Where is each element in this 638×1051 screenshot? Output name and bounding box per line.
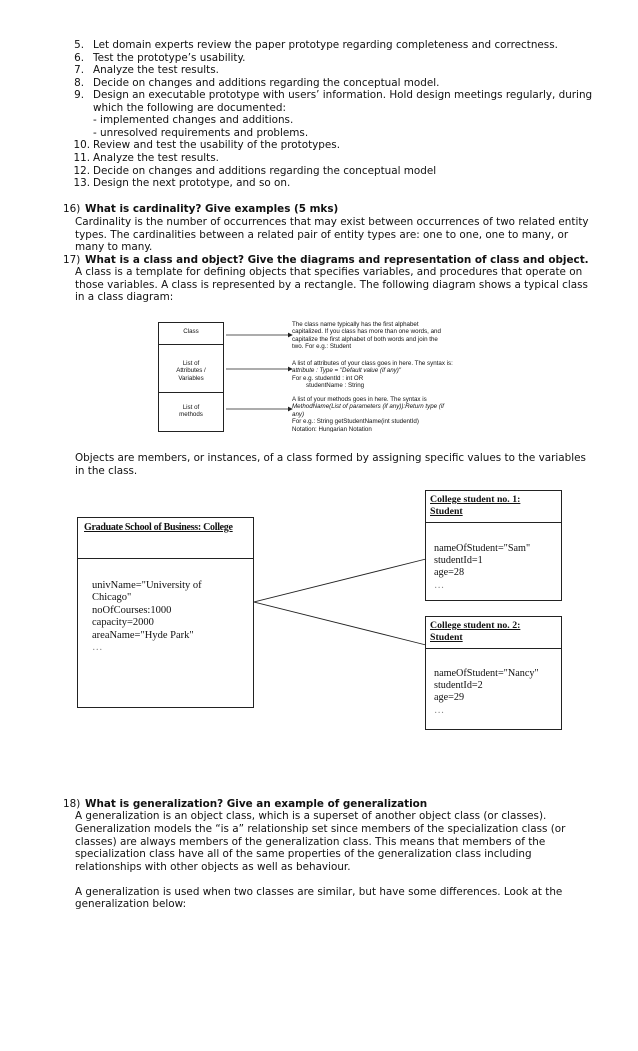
college-attr: areaName="Hyde Park" [92, 629, 194, 641]
answer-line: relationships with other objects as well as behaviour. [75, 861, 351, 873]
answer-line: generalization below: [75, 898, 187, 910]
college-attr: noOfCourses:1000 [92, 604, 172, 616]
student1-attr: age=28 [434, 567, 465, 579]
student1-title [430, 494, 520, 518]
attributes-label-line: Attributes / [176, 367, 206, 375]
objects-line: Objects are members, or instances, of a class formed by assigning specific values to the variables [75, 452, 586, 464]
student2-attr: nameOfStudent="Nancy" [434, 668, 539, 679]
methods-label-line: methods [179, 411, 203, 419]
college-divider [77, 558, 254, 559]
step-text: - unresolved requirements and problems. [93, 127, 309, 139]
step-number: 5. [74, 39, 84, 51]
student1-title-line: College student no. 1: [430, 494, 521, 505]
step-number: 10. [73, 139, 90, 151]
objects-line: in the class. [75, 465, 138, 477]
college-attr: univName="University of [92, 580, 202, 591]
note-line: studentName : String [306, 382, 365, 390]
answer-line: classes) are always members of the generalization class. This means that members of the [75, 836, 546, 848]
answer-line: in a class diagram: [75, 291, 174, 303]
student1-attr: nameOfStudent="Sam" [434, 543, 531, 554]
answer-line: specialization class have all of the same properties of the generalization class including [75, 848, 532, 860]
question-number: 17) [63, 254, 81, 266]
student2-title-line: College student no. 2: [430, 620, 521, 631]
note-class [292, 321, 482, 351]
college-attr-ellipsis: … [92, 642, 103, 654]
step-number: 9. [74, 89, 84, 101]
note-line: capitalized. If you class has more than one words, and [292, 328, 441, 336]
student1-attr: studentId=1 [434, 555, 483, 567]
note-methods [292, 396, 482, 432]
step-text: Review and test the usability of the prototypes. [93, 139, 341, 151]
step-text: Design an executable prototype with users’ information. Hold design meetings regularly, during [93, 89, 593, 101]
methods-label [158, 404, 224, 419]
student1-divider [425, 522, 562, 523]
student2-title [430, 620, 520, 644]
step-text: Decide on changes and additions regarding the conceptual model [93, 165, 437, 177]
note-line: Notation: Hungarian Notation [292, 425, 372, 432]
step-text: Design the next prototype, and so on. [93, 177, 291, 189]
note-line: any) [292, 410, 305, 418]
question-number: 16) [63, 203, 81, 215]
question-heading: What is generalization? Give an example of generalization [85, 798, 428, 810]
link-to-student1 [254, 559, 426, 602]
question-heading: What is a class and object? Give the diagrams and representation of class and object. [85, 254, 589, 266]
student2-title-line: Student [430, 631, 463, 643]
step-number: 6. [74, 52, 84, 64]
college-attr: capacity=2000 [92, 617, 154, 629]
methods-label-line: List of [182, 404, 200, 411]
step-text: Analyze the test results. [93, 64, 219, 76]
note-line: MethodName(List of parameters (if any)):Return type (if [292, 403, 444, 411]
student1-attributes [434, 543, 530, 592]
attributes-label-line: Variables [178, 374, 204, 382]
step-number: 8. [74, 77, 84, 89]
answer-line: A generalization is used when two classes are similar, but have some differences. Look at the [75, 886, 563, 898]
answer-line: those variables. A class is represented by a rectangle. The following diagram shows a typical class [75, 279, 588, 291]
step-text: Analyze the test results. [93, 152, 219, 164]
student1-attr-ellipsis: … [434, 579, 445, 591]
student2-attributes [434, 668, 539, 717]
student2-attr-ellipsis: … [434, 704, 445, 716]
note-line: The class name typically has the first alphabet [292, 321, 419, 328]
note-line: A list of attributes of your class goes in here. The syntax is: [292, 360, 453, 367]
step-text: - implemented changes and additions. [93, 114, 294, 126]
step-number: 7. [74, 64, 84, 76]
attributes-label [158, 360, 224, 382]
answer-line: A class is a template for defining objects that specifies variables, and procedures that operate on [75, 266, 583, 278]
link-to-student2 [254, 602, 426, 645]
step-number: 11. [73, 152, 90, 164]
college-attributes [92, 580, 202, 654]
step-number: 13. [73, 177, 90, 189]
student2-attr: age=29 [434, 692, 465, 704]
class-diagram-arrows [220, 325, 295, 415]
step-text: Let domain experts review the paper prototype regarding completeness and correctness. [93, 39, 558, 51]
note-line: two. For e.g.: Student [292, 343, 352, 351]
answer-line: types. The cardinalities between a related pair of entity types are: one to one, one to many, or [75, 229, 569, 241]
note-line: For e.g.: String getStudentName(int studentId) [292, 418, 419, 426]
question-heading: What is cardinality? Give examples (5 mks) [85, 203, 339, 215]
class-divider [158, 392, 224, 393]
step-text: which the following are documented: [93, 102, 286, 114]
step-number: 12. [73, 165, 90, 177]
answer-line: A generalization is an object class, which is a superset of another object class (or classes). [75, 810, 547, 822]
note-line: For e.g. studentId : int OR [292, 374, 364, 382]
answer-line: Generalization models the “is a” relationship set since members of the specialization class (or [75, 823, 566, 835]
question-number: 18) [63, 798, 81, 810]
note-attributes [292, 360, 482, 390]
student1-title-line: Student [430, 505, 463, 517]
class-divider [158, 344, 224, 345]
note-line: A list of your methods goes in here. The syntax is [292, 396, 427, 403]
student2-attr: studentId=2 [434, 680, 483, 692]
student2-divider [425, 648, 562, 649]
class-name-label: Class [183, 328, 199, 335]
answer-line: Cardinality is the number of occurrences that may exist between occurrences of two related entity [75, 216, 589, 228]
note-line: attribute : Type = "Default value (if any)" [292, 367, 401, 375]
college-attr: Chicago" [92, 592, 132, 604]
attributes-label-line: List of [182, 360, 200, 367]
note-line: capitalize the first alphabet of both words and join the [292, 335, 438, 343]
college-title: Graduate School of Business: College [84, 522, 233, 533]
answer-line: many to many. [75, 241, 153, 253]
step-text: Decide on changes and additions regarding the conceptual model. [93, 77, 440, 89]
object-links [250, 555, 430, 655]
step-text: Test the prototype’s usability. [93, 52, 246, 64]
